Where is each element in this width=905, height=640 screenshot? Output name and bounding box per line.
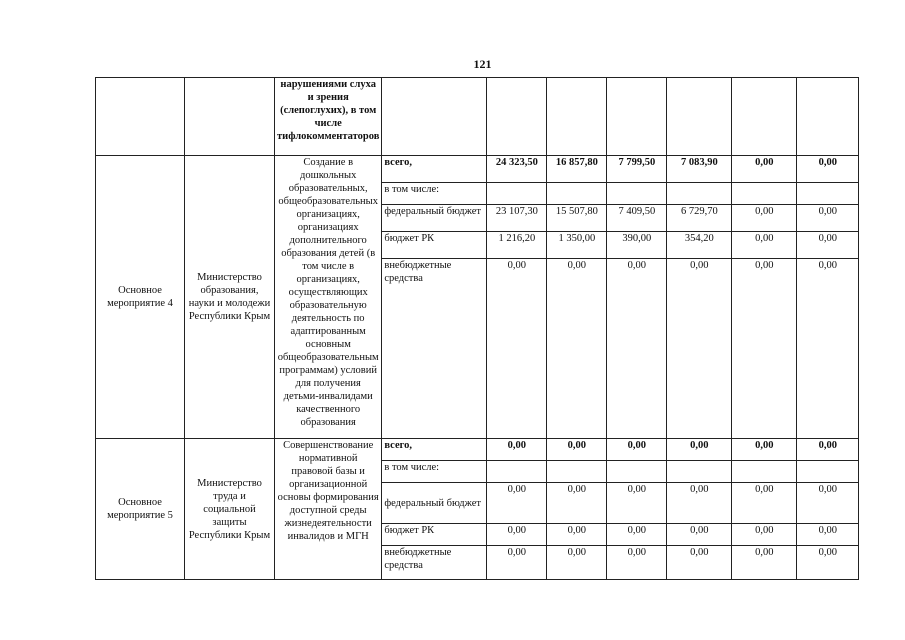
value-cell: 0,00 bbox=[547, 259, 607, 439]
event-description: Создание в дошкольных образовательных, общеобразовательных организациях, организациях дополнительного образования детей (в том числе в организациях, осуществляющих образовательную деятельность по адаптированным основным общеобразовательным программам) условий для получения детьми-инвалидами качественного образования bbox=[275, 156, 382, 439]
funding-source: бюджет РК bbox=[382, 524, 487, 546]
page-number: 121 bbox=[473, 57, 492, 71]
value-cell: 16 857,80 bbox=[547, 156, 607, 183]
table-row bbox=[96, 156, 859, 183]
value-cell: 0,00 bbox=[547, 546, 607, 580]
continuation-row bbox=[96, 78, 859, 156]
value-cell: 0,00 bbox=[667, 439, 732, 461]
value-cell: 0,00 bbox=[607, 483, 667, 524]
funding-source: внебюджетные средства bbox=[382, 546, 487, 580]
table-row bbox=[96, 439, 859, 461]
value-cell: 0,00 bbox=[607, 259, 667, 439]
value-cell: 0,00 bbox=[732, 546, 797, 580]
value-cell: 0,00 bbox=[667, 259, 732, 439]
value-cell bbox=[667, 461, 732, 483]
funding-source: бюджет РК bbox=[382, 232, 487, 259]
value-cell: 7 409,50 bbox=[607, 205, 667, 232]
value-cell: 0,00 bbox=[797, 205, 859, 232]
event-description: Совершенствование нормативной правовой базы и организационной основы формирования доступной среды жизнедеятельности инвалидов и МГН bbox=[275, 439, 382, 580]
funding-source: всего, bbox=[382, 439, 487, 461]
value-cell bbox=[797, 183, 859, 205]
value-cell: 0,00 bbox=[607, 524, 667, 546]
value-cell: 0,00 bbox=[732, 259, 797, 439]
empty-cell bbox=[382, 78, 487, 156]
value-cell: 1 216,20 bbox=[487, 232, 547, 259]
empty-cell bbox=[732, 78, 797, 156]
value-cell: 24 323,50 bbox=[487, 156, 547, 183]
value-cell: 1 350,00 bbox=[547, 232, 607, 259]
funding-source: внебюджетные средства bbox=[382, 259, 487, 439]
value-cell: 0,00 bbox=[667, 524, 732, 546]
value-cell: 15 507,80 bbox=[547, 205, 607, 232]
value-cell: 0,00 bbox=[797, 232, 859, 259]
value-cell: 0,00 bbox=[797, 483, 859, 524]
value-cell: 0,00 bbox=[487, 439, 547, 461]
value-cell bbox=[732, 183, 797, 205]
value-cell: 0,00 bbox=[547, 524, 607, 546]
event-name: Основное мероприятие 5 bbox=[96, 439, 185, 580]
value-cell: 0,00 bbox=[732, 205, 797, 232]
value-cell bbox=[667, 183, 732, 205]
executor-name: Министерство образования, науки и молодежи Республики Крым bbox=[185, 156, 275, 439]
funding-source: всего, bbox=[382, 156, 487, 183]
value-cell: 0,00 bbox=[547, 483, 607, 524]
value-cell: 0,00 bbox=[732, 439, 797, 461]
budget-table bbox=[95, 77, 859, 580]
value-cell: 0,00 bbox=[487, 483, 547, 524]
value-cell: 0,00 bbox=[547, 439, 607, 461]
value-cell: 7 083,90 bbox=[667, 156, 732, 183]
funding-source: федеральный бюджет bbox=[382, 205, 487, 232]
value-cell bbox=[732, 461, 797, 483]
value-cell: 0,00 bbox=[797, 259, 859, 439]
value-cell bbox=[547, 461, 607, 483]
value-cell: 0,00 bbox=[607, 546, 667, 580]
empty-cell bbox=[667, 78, 732, 156]
value-cell: 0,00 bbox=[667, 546, 732, 580]
value-cell: 0,00 bbox=[667, 483, 732, 524]
empty-cell bbox=[607, 78, 667, 156]
value-cell bbox=[607, 183, 667, 205]
value-cell bbox=[487, 183, 547, 205]
empty-cell bbox=[185, 78, 275, 156]
value-cell: 0,00 bbox=[487, 546, 547, 580]
value-cell: 0,00 bbox=[487, 524, 547, 546]
value-cell: 0,00 bbox=[487, 259, 547, 439]
empty-cell bbox=[487, 78, 547, 156]
funding-source: в том числе: bbox=[382, 183, 487, 205]
value-cell: 0,00 bbox=[797, 546, 859, 580]
funding-source: в том числе: bbox=[382, 461, 487, 483]
value-cell: 6 729,70 bbox=[667, 205, 732, 232]
value-cell: 7 799,50 bbox=[607, 156, 667, 183]
value-cell bbox=[607, 461, 667, 483]
value-cell: 0,00 bbox=[797, 524, 859, 546]
value-cell: 0,00 bbox=[732, 483, 797, 524]
description-cell: нарушениями слуха и зрения (слепоглухих), в том числе тифлокомментаторов bbox=[275, 78, 382, 156]
empty-cell bbox=[797, 78, 859, 156]
event-name: Основное мероприятие 4 bbox=[96, 156, 185, 439]
value-cell: 23 107,30 bbox=[487, 205, 547, 232]
empty-cell bbox=[96, 78, 185, 156]
value-cell bbox=[797, 461, 859, 483]
value-cell bbox=[487, 461, 547, 483]
value-cell: 0,00 bbox=[797, 156, 859, 183]
value-cell: 0,00 bbox=[732, 524, 797, 546]
value-cell: 0,00 bbox=[797, 439, 859, 461]
value-cell: 0,00 bbox=[607, 439, 667, 461]
value-cell: 0,00 bbox=[732, 156, 797, 183]
executor-name: Министерство труда и социальной защиты Республики Крым bbox=[185, 439, 275, 580]
value-cell bbox=[547, 183, 607, 205]
empty-cell bbox=[547, 78, 607, 156]
funding-source: федеральный бюджет bbox=[382, 483, 487, 524]
value-cell: 390,00 bbox=[607, 232, 667, 259]
value-cell: 354,20 bbox=[667, 232, 732, 259]
value-cell: 0,00 bbox=[732, 232, 797, 259]
